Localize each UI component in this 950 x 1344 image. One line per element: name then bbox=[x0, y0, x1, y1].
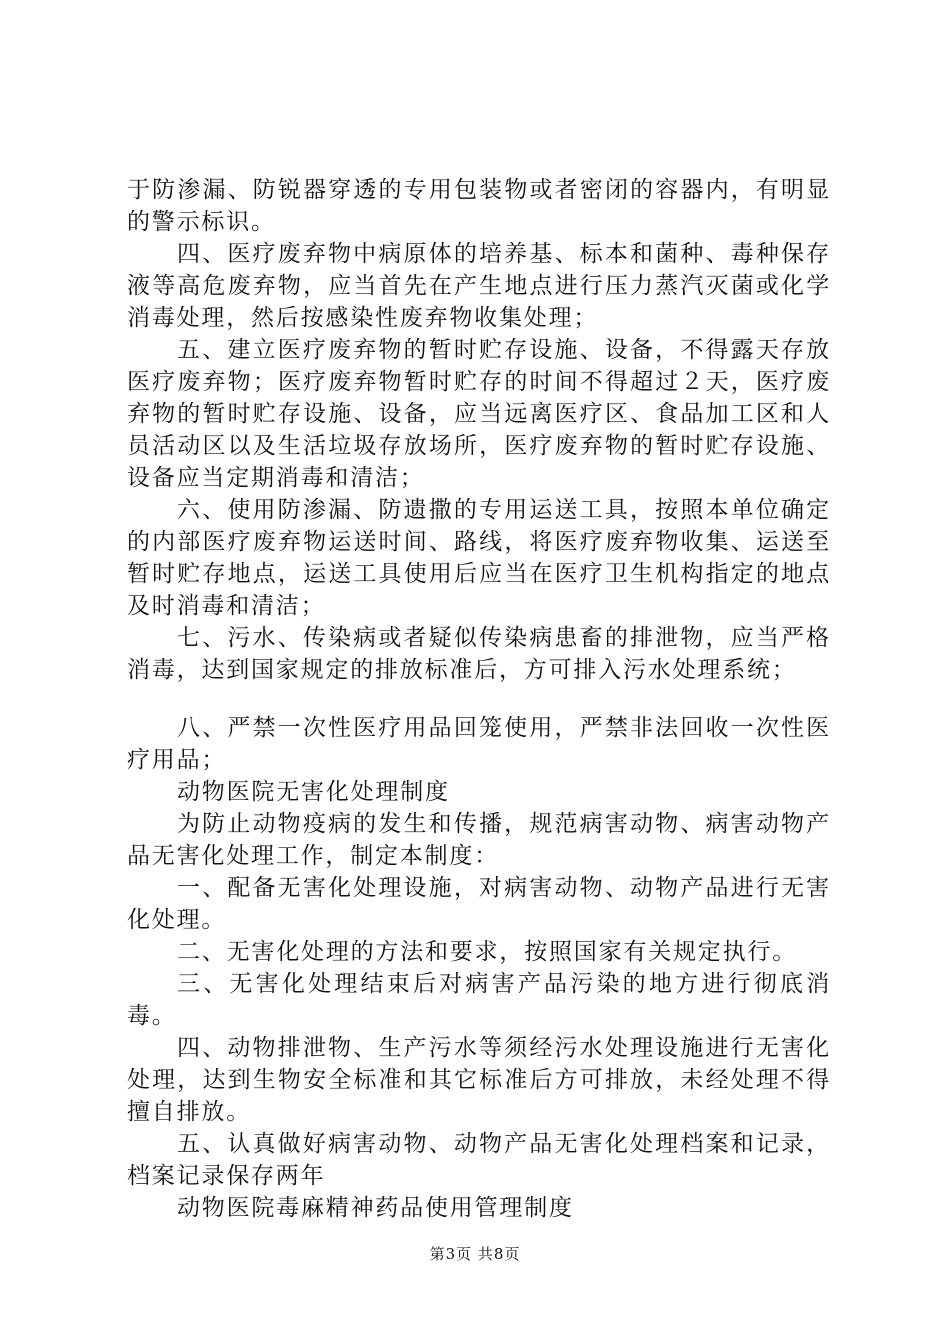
paragraph-item-4: 四、医疗废弃物中病原体的培养基、标本和菌种、毒种保存液等高危废弃物，应当首先在产生地点进行压力蒸汽灭菌或化学消毒处理，然后按感染性废弃物收集处理； bbox=[127, 241, 831, 331]
paragraph-rule-2: 二、无害化处理的方法和要求，按照国家有关规定执行。 bbox=[177, 939, 797, 965]
paragraph-continuation: 于防渗漏、防锐器穿透的专用包装物或者密闭的容器内，有明显的警示标识。 bbox=[127, 177, 831, 235]
paragraph-rule-4: 四、动物排泄物、生产污水等须经污水处理设施进行无害化处理，达到生物安全标准和其它标准后方可排放，未经处理不得擅自排放。 bbox=[127, 1035, 831, 1125]
paragraph-intro: 为防止动物疫病的发生和传播，规范病害动物、病害动物产品无害化处理工作，制定本制度： bbox=[127, 811, 831, 869]
paragraph-rule-5: 五、认真做好病害动物、动物产品无害化处理档案和记录，档案记录保存两年 bbox=[127, 1131, 831, 1189]
paragraph-rule-1: 一、配备无害化处理设施，对病害动物、动物产品进行无害化处理。 bbox=[127, 875, 831, 933]
paragraph-item-5: 五、建立医疗废弃物的暂时贮存设施、设备，不得露天存放医疗废弃物；医疗废弃物暂时贮存的时间不得超过２天，医疗废弃物的暂时贮存设施、设备，应当远离医疗区、食品加工区和人员活动区以及生活垃圾存放场所，医疗废弃物的暂时贮存设施、设备应当定期消毒和清洁； bbox=[127, 337, 831, 491]
page-footer: 第3页 共8页 bbox=[429, 1245, 521, 1263]
document-body bbox=[127, 174, 831, 1224]
paragraph-item-7: 七、污水、传染病或者疑似传染病患畜的排泄物，应当严格消毒，达到国家规定的排放标准后，方可排入污水处理系统； bbox=[127, 625, 831, 683]
section-title-drug-management: 动物医院毒麻精神药品使用管理制度 bbox=[177, 1195, 574, 1221]
paragraph-rule-3: 三、无害化处理结束后对病害产品污染的地方进行彻底消毒。 bbox=[127, 971, 831, 1029]
paragraph-item-8: 八、严禁一次性医疗用品回笼使用，严禁非法回收一次性医疗用品； bbox=[127, 715, 831, 773]
section-title-harmless-treatment: 动物医院无害化处理制度 bbox=[177, 779, 450, 805]
paragraph-spacer bbox=[127, 686, 831, 712]
paragraph-item-6: 六、使用防渗漏、防遗撒的专用运送工具，按照本单位确定的内部医疗废弃物运送时间、路线，将医疗废弃物收集、运送至暂时贮存地点，运送工具使用后应当在医疗卫生机构指定的地点及时消毒和清洁； bbox=[127, 497, 831, 619]
